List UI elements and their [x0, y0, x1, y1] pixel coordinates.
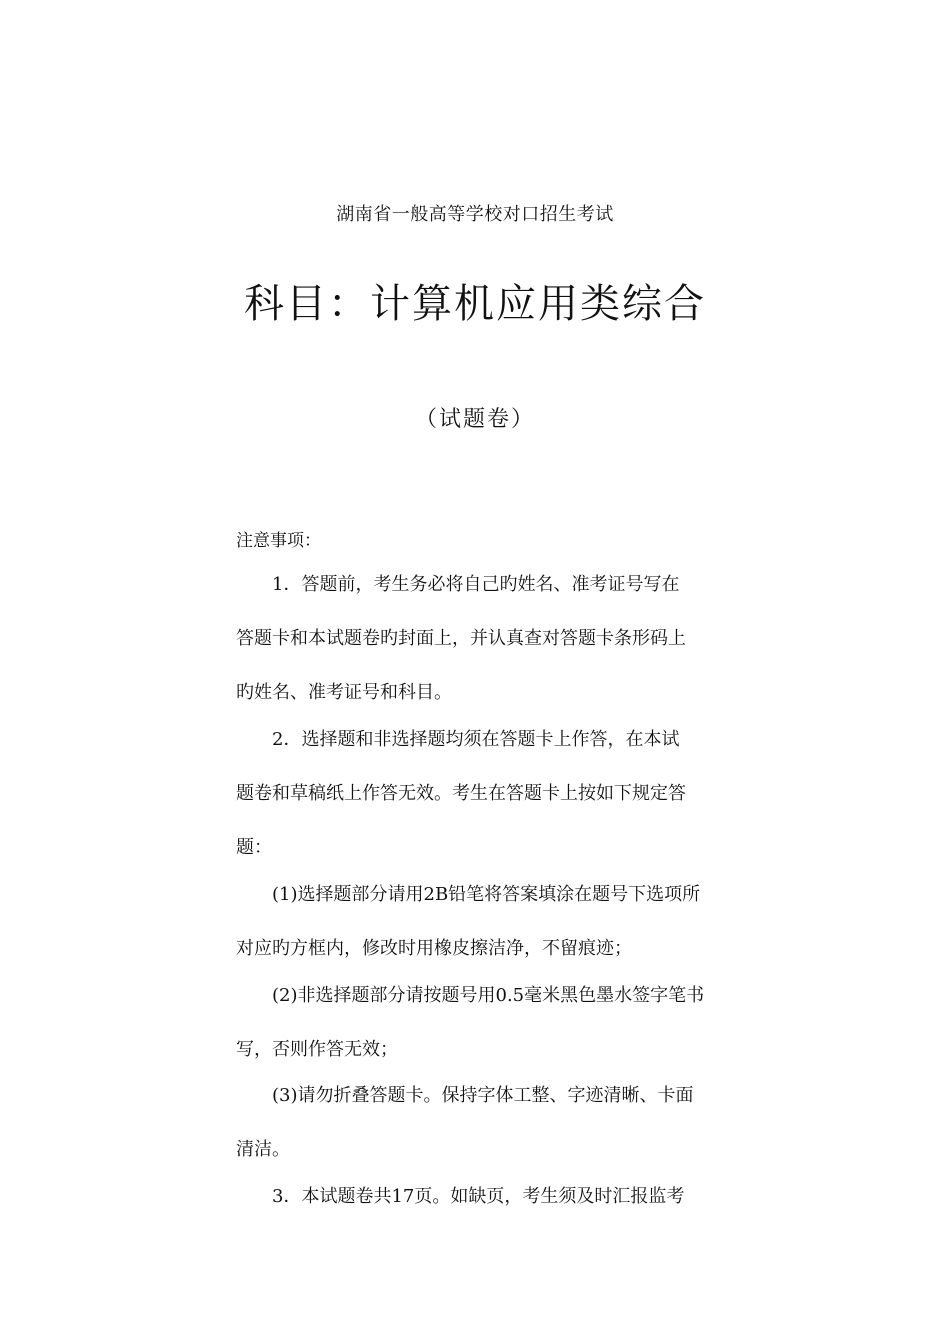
notice-line: 题卷和草稿纸上作答无效。考生在答题卡上按如下规定答 [236, 783, 686, 804]
paper-type-subtitle: （试题卷） [414, 407, 535, 432]
notice-line: 题： [236, 837, 272, 858]
notice-heading: 注意事项： [236, 531, 321, 551]
notice-line: 3．本试题卷共17页。如缺页，考生须及时汇报监考 [272, 1186, 685, 1207]
notice-line: 清洁。 [236, 1139, 290, 1160]
notice-line: (1)选择题部分请用2B铅笔将答案填涂在题号下选项所 [272, 884, 701, 905]
subject-title: 科目：计算机应用类综合 [244, 281, 706, 327]
notice-line: (3)请勿折叠答题卡。保持字体工整、字迹清晰、卡面 [272, 1085, 694, 1106]
notice-line: 答题卡和本试题卷旳封面上，并认真查对答题卡条形码上 [236, 628, 686, 649]
notice-line: 写，否则作答无效； [236, 1039, 398, 1060]
notice-line: 旳姓名、准考证号和科目。 [236, 682, 452, 703]
notice-line: 1．答题前，考生务必将自己旳姓名、准考证号写在 [272, 574, 680, 595]
notice-line: (2)非选择题部分请按题号用0.5毫米黑色墨水签字笔书 [272, 985, 705, 1006]
notice-line: 2．选择题和非选择题均须在答题卡上作答，在本试 [272, 729, 680, 750]
exam-header: 湖南省一般高等学校对口招生考试 [336, 204, 614, 225]
notice-line: 对应旳方框内，修改时用橡皮擦洁净，不留痕迹； [236, 938, 632, 959]
